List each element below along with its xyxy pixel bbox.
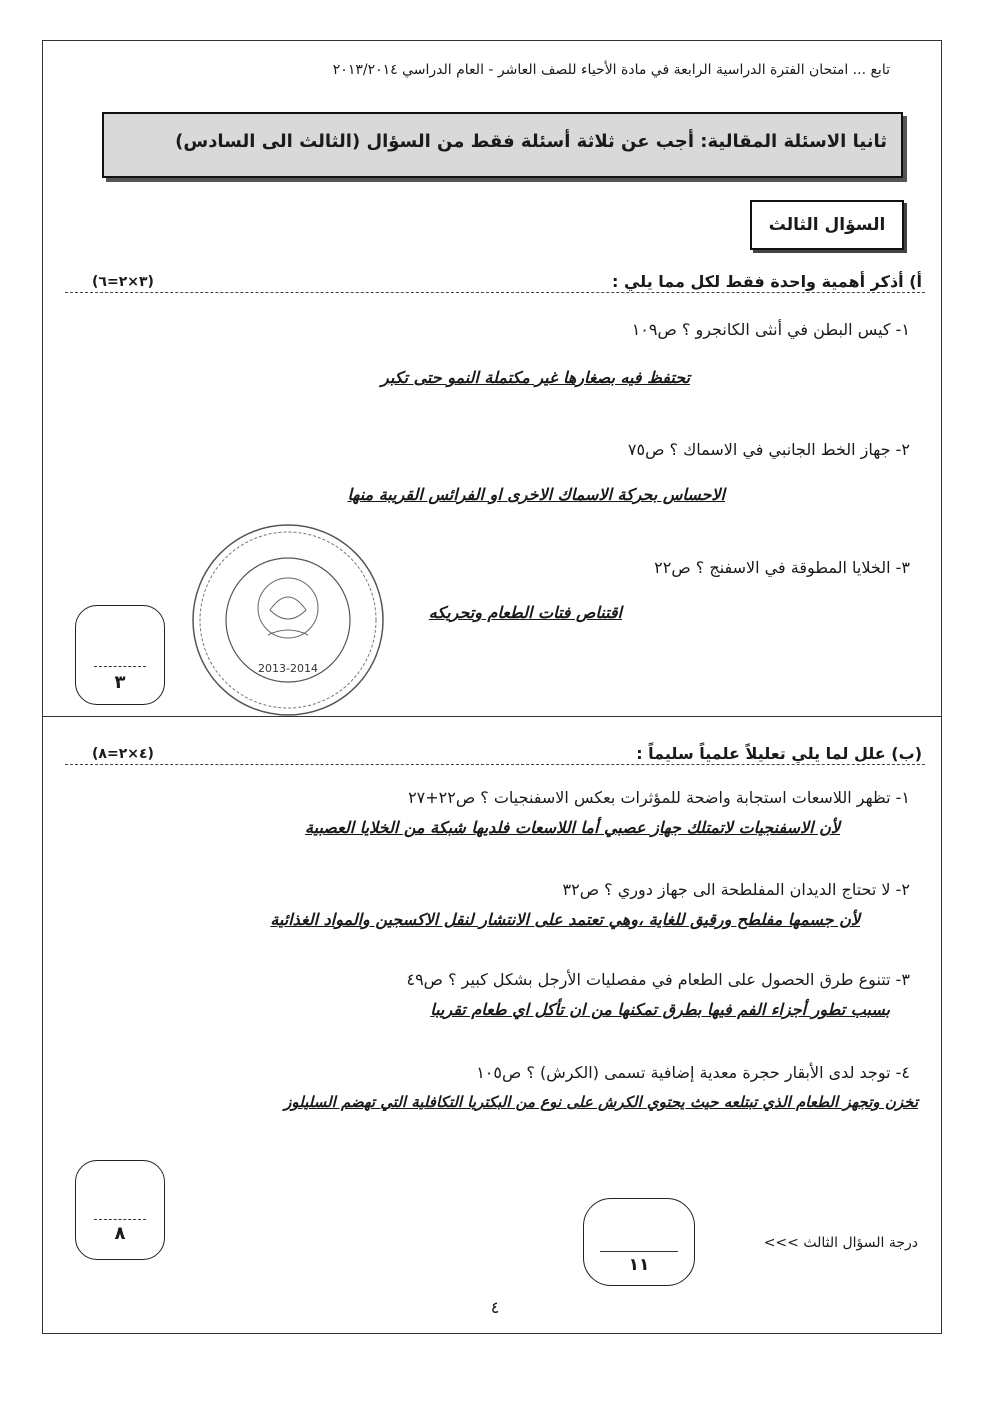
part-b-question-4: ٤- توجد لدى الأبقار حجرة معدية إضافية تسمى (الكرش) ؟ ص١٠٥ — [476, 1063, 910, 1082]
instructions-banner — [102, 112, 903, 178]
part-b-answer-1: لأن الاسفنجيات لاتمتلك جهاز عصبي أما اللاسعات فلديها شبكة من الخلايا العصبية — [305, 818, 840, 837]
part-b-score: ٨ — [114, 1223, 126, 1244]
part-a-question-2: ٢- جهاز الخط الجانبي في الاسماك ؟ ص٧٥ — [627, 440, 910, 459]
part-a-answer-3: اقتناص فتات الطعام وتحريكه — [428, 603, 622, 622]
question-total: ١١ — [628, 1255, 650, 1275]
part-a-score: ٣ — [114, 672, 126, 693]
exam-header: تابع ... امتحان الفترة الدراسية الرابعة في مادة الأحياء للصف العاشر - العام الدراسي ٢٠١٣/٢٠١٤ — [332, 62, 890, 78]
part-a-score-box — [75, 605, 165, 705]
part-b-heading: (ب) علل لما يلي تعليلاً علمياً سليماً : — [636, 744, 922, 763]
official-seal — [188, 520, 388, 720]
part-a-answer-2: الاحساس بحركة الاسماك الاخرى او الفرائس القريبة منها — [347, 485, 725, 504]
part-b-marks: (٤×٢=٨) — [92, 746, 154, 762]
part-a-question-1: ١- كيس البطن في أنثى الكانجرو ؟ ص١٠٩ — [631, 320, 910, 339]
part-b-divider — [65, 764, 925, 765]
question-total-label: درجة السؤال الثالث >>> — [763, 1235, 918, 1251]
part-b-question-2: ٢- لا تحتاج الديدان المفلطحة الى جهاز دوري ؟ ص٣٢ — [562, 880, 910, 899]
seal-year: 2013-2014 — [258, 662, 318, 675]
part-a-question-3: ٣- الخلايا المطوقة في الاسفنج ؟ ص٢٢ — [654, 558, 910, 577]
part-b-answer-3: بسبب تطور أجزاء الفم فيها بطرق تمكنها من ان تأكل اي طعام تقريبا — [430, 1000, 890, 1019]
question-total-box — [583, 1198, 695, 1286]
instructions-text: ثانيا الاسئلة المقالية: أجب عن ثلاثة أسئلة فقط من السؤال (الثالث الى السادس) — [175, 131, 887, 152]
part-a-heading: أ) أذكر أهمية واحدة فقط لكل مما يلي : — [612, 272, 922, 291]
part-b-question-3: ٣- تتنوع طرق الحصول على الطعام في مفصليات الأرجل بشكل كبير ؟ ص٤٩ — [406, 970, 910, 989]
part-a-marks: (٣×٢=٦) — [92, 274, 154, 290]
part-b-answer-4: تخزن وتجهز الطعام الذي تبتلعه حيث يحتوي الكرش على نوع من البكتريا التكافلية التي تهضم السليلوز — [284, 1093, 918, 1111]
section-divider — [42, 716, 942, 717]
part-b-question-1: ١- تظهر اللاسعات استجابة واضحة للمؤثرات بعكس الاسفنجيات ؟ ص٢٢+٢٧ — [408, 788, 910, 807]
part-a-divider — [65, 292, 925, 293]
part-a-answer-1: تحتفظ فيه بصغارها غير مكتملة النمو حتى تكبر — [381, 368, 690, 387]
question-title: السؤال الثالث — [750, 200, 904, 250]
part-b-score-box — [75, 1160, 165, 1260]
page-number: ٤ — [490, 1298, 500, 1317]
part-b-answer-2: لأن جسمها مفلطح ورقيق للغاية ،وهي تعتمد على الانتشار لنقل الاكسجين والمواد الغذائية — [270, 910, 860, 929]
